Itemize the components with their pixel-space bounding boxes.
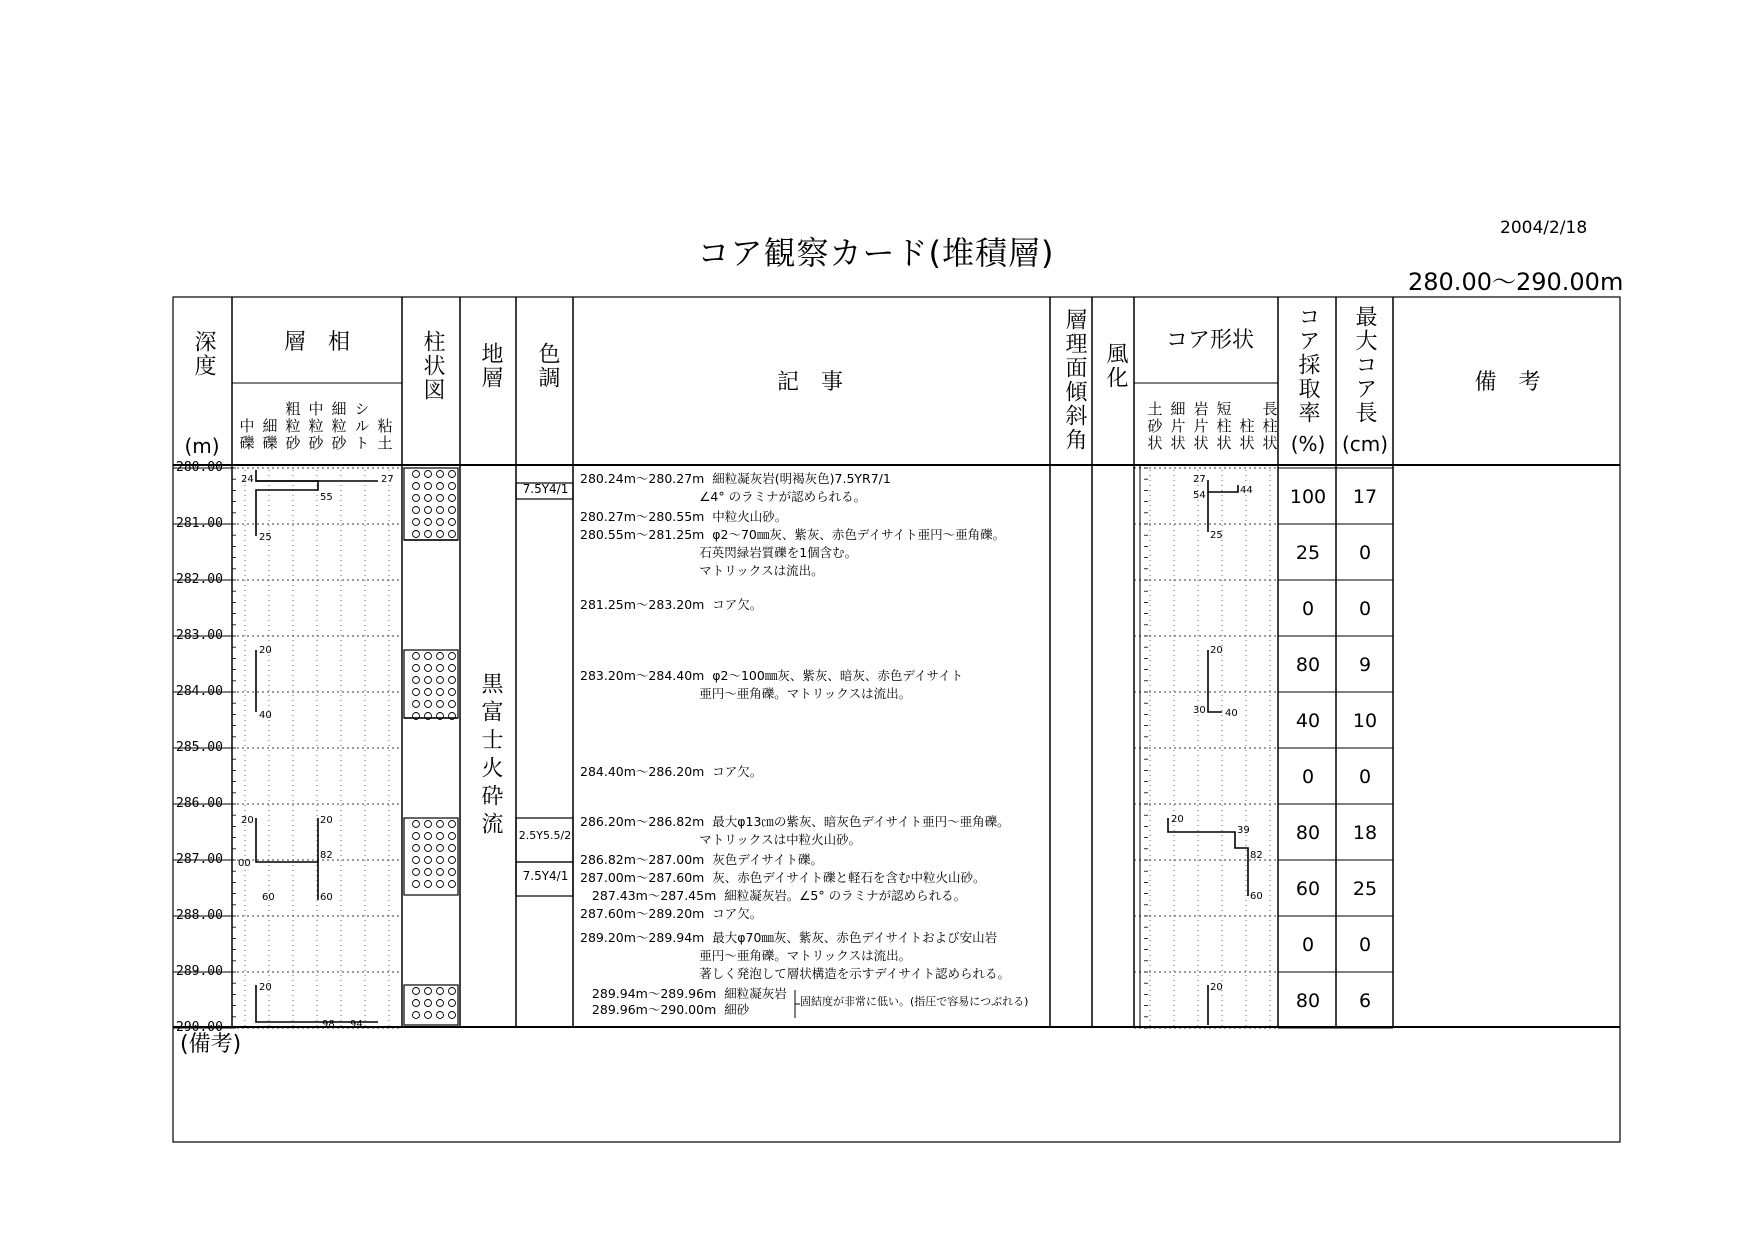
recovery-value: 0 [1301, 766, 1315, 788]
page-title: コア観察カード(堆積層) [697, 234, 1055, 272]
core-shape-subheader: 長柱状 [1260, 401, 1279, 452]
max-core-value: 0 [1358, 934, 1372, 956]
recovery-value: 80 [1295, 654, 1321, 676]
facies-mark: 40 [259, 710, 272, 721]
recovery-header: コア採取率 [1295, 305, 1320, 425]
core-shape-subheader: 短柱状 [1214, 401, 1233, 452]
recovery-value: 60 [1295, 878, 1321, 900]
facies-mark: 00 [238, 858, 251, 869]
facies-trace [256, 818, 318, 900]
core-mark: 54 [1193, 490, 1206, 501]
core-mark: 25 [1210, 530, 1223, 541]
core-shape-header: コア形状 [1165, 328, 1254, 353]
core-mark: 60 [1250, 891, 1263, 902]
color-label: 7.5Y4/1 [522, 869, 569, 883]
depth-tick: 280.00 [176, 460, 223, 475]
record-line: マトリックスは中粒火山砂。 [580, 832, 862, 847]
gravel-layer [404, 650, 458, 718]
facies-header: 層 相 [283, 330, 350, 355]
record-line: 286.20m～286.82m 最大φ13㎝の紫灰、暗灰色デイサイト亜円～亜角礫。 [580, 814, 1010, 829]
max-core-value: 6 [1358, 990, 1372, 1012]
depth-tick: 282.00 [176, 572, 223, 587]
record-line: 281.25m～283.20m コア欠。 [580, 597, 763, 612]
remarks-header: 備 考 [1474, 370, 1541, 395]
recovery-value: 40 [1295, 710, 1321, 732]
facies-mark: 98 [322, 1019, 335, 1030]
max-core-header: 最大コア長 [1352, 305, 1377, 425]
record-line: 287.43m～287.45m 細粒凝灰岩。∠5° のラミナが認められる。 [580, 888, 967, 903]
facies-trace [1208, 650, 1222, 712]
core-mark: 20 [1171, 814, 1184, 825]
recovery-value: 80 [1295, 990, 1321, 1012]
facies-mark: 20 [241, 815, 254, 826]
core-mark: 20 [1210, 982, 1223, 993]
record-line: 289.94m～289.96m 細粒凝灰岩 [580, 986, 787, 1001]
record-line: 石英閃緑岩質礫を1個含む。 [580, 545, 858, 560]
depth-header: 深度 [190, 330, 216, 378]
facies-mark: 82 [320, 850, 333, 861]
bedding-angle-header: 層理面傾斜角 [1062, 308, 1087, 452]
color-header: 色調 [535, 342, 560, 390]
facies-subheader: 細礫 [260, 418, 279, 452]
facies-mark: 27 [381, 474, 394, 485]
facies-mark: 55 [320, 492, 333, 503]
core-shape-subheader: 岩片状 [1191, 401, 1210, 452]
color-label: 2.5Y5.5/2 [518, 829, 572, 842]
facies-subheader: 細粒砂 [329, 401, 348, 452]
facies-subheader: 粘土 [375, 418, 394, 452]
facies-subheader: 中礫 [237, 418, 256, 452]
core-mark: 39 [1237, 825, 1250, 836]
depth-tick: 289.00 [176, 964, 223, 979]
depth-tick: 283.00 [176, 628, 223, 643]
max-core-value: 25 [1352, 878, 1378, 900]
facies-mark: 20 [320, 815, 333, 826]
facies-mark: 20 [259, 645, 272, 656]
record-line: 284.40m～286.20m コア欠。 [580, 764, 763, 779]
record-line: マトリックスは流出。 [580, 563, 824, 578]
facies-mark: 60 [320, 892, 333, 903]
facies-subheader: シルト [352, 401, 371, 452]
record-line: 289.20m～289.94m 最大φ70㎜灰、紫灰、赤色デイサイトおよび安山岩 [580, 930, 998, 945]
record-line: 亜円～亜角礫。マトリックスは流出。 [580, 686, 912, 701]
depth-tick: 286.00 [176, 796, 223, 811]
depth-tick: 285.00 [176, 740, 223, 755]
facies-trace [1168, 818, 1248, 896]
depth-tick: 281.00 [176, 516, 223, 531]
record-line: 289.96m～290.00m 細砂 [580, 1002, 750, 1017]
core-mark: 20 [1210, 645, 1223, 656]
max-core-value: 10 [1352, 710, 1378, 732]
weathering-header: 風化 [1103, 342, 1128, 390]
depth-tick: 284.00 [176, 684, 223, 699]
core-shape-subheader: 柱状 [1237, 418, 1256, 452]
record-line: 固結度が非常に低い。(指圧で容易につぶれる) [800, 995, 1029, 1008]
core-mark: 27 [1193, 474, 1206, 485]
recovery-value: 100 [1289, 486, 1327, 508]
record-line: ∠4° のラミナが認められる。 [580, 489, 867, 504]
depth-range: 280.00～290.00m [1408, 268, 1624, 296]
record-line: 著しく発泡して層状構造を示すデイサイト認められる。 [580, 966, 1010, 981]
core-mark: 30 [1193, 705, 1206, 716]
depth-unit: (m) [184, 434, 220, 458]
facies-mark: 94 [350, 1019, 363, 1030]
stratum-name: 黒富士火砕流 [478, 672, 503, 840]
color-label: 7.5Y4/1 [522, 482, 569, 496]
facies-mark: 20 [259, 982, 272, 993]
recovery-value: 25 [1295, 542, 1321, 564]
record-line: 280.55m～281.25m φ2～70㎜灰、紫灰、赤色デイサイト亜円～亜角礫。 [580, 527, 1006, 542]
core-shape-subheader: 土砂状 [1145, 401, 1164, 452]
facies-mark: 24 [241, 474, 254, 485]
facies-trace [256, 481, 318, 536]
record-line: 287.00m～287.60m 灰、赤色デイサイト礫と軽石を含む中粒火山砂。 [580, 870, 986, 885]
depth-tick: 287.00 [176, 852, 223, 867]
core-mark: 82 [1250, 850, 1263, 861]
facies-trace [1208, 480, 1238, 492]
core-shape-subheader: 細片状 [1168, 401, 1187, 452]
core-mark: 40 [1225, 708, 1238, 719]
max-core-value: 9 [1358, 654, 1372, 676]
record-line: 280.24m～280.27m 細粒凝灰岩(明褐灰色)7.5YR7/1 [580, 471, 891, 486]
facies-mark: 25 [259, 532, 272, 543]
stratum-header: 地層 [478, 342, 503, 390]
facies-subheader: 粗粒砂 [283, 401, 302, 452]
core-mark: 44 [1240, 485, 1253, 496]
max-core-unit: (cm) [1341, 432, 1389, 456]
record-line: 280.27m～280.55m 中粒火山砂。 [580, 509, 788, 524]
footer-remarks-label: (備考) [180, 1032, 242, 1057]
depth-tick: 288.00 [176, 908, 223, 923]
max-core-value: 0 [1358, 542, 1372, 564]
notes-header: 記 事 [776, 370, 843, 395]
depth-tick: 290.00 [176, 1020, 223, 1035]
recovery-unit: (%) [1290, 432, 1326, 456]
record-line: 亜円～亜角礫。マトリックスは流出。 [580, 948, 912, 963]
record-line: 287.60m～289.20m コア欠。 [580, 906, 763, 921]
facies-subheader: 中粒砂 [306, 401, 325, 452]
gravel-layer [404, 468, 458, 540]
max-core-value: 18 [1352, 822, 1378, 844]
date: 2004/2/18 [1500, 218, 1588, 238]
facies-mark: 60 [262, 892, 275, 903]
max-core-value: 0 [1358, 598, 1372, 620]
column-chart-header: 柱状図 [420, 330, 445, 402]
max-core-value: 17 [1352, 486, 1378, 508]
record-line: 286.82m～287.00m 灰色デイサイト礫。 [580, 852, 824, 867]
recovery-value: 0 [1301, 934, 1315, 956]
recovery-value: 80 [1295, 822, 1321, 844]
record-line: 283.20m～284.40m φ2～100㎜灰、紫灰、暗灰、赤色デイサイト [580, 668, 964, 683]
recovery-value: 0 [1301, 598, 1315, 620]
max-core-value: 0 [1358, 766, 1372, 788]
